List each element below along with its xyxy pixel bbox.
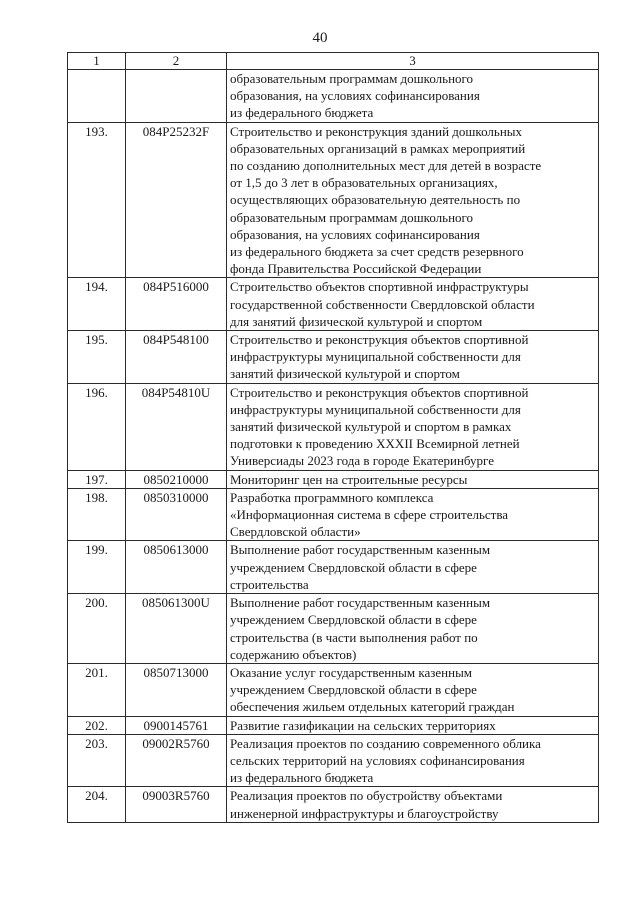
table-row	[68, 787, 599, 822]
table-row	[68, 470, 599, 488]
description-line: осуществляющих образовательную деятельность по	[230, 192, 521, 208]
page-number: 40	[312, 30, 328, 46]
description-line: по созданию дополнительных мест для детей в возрасте	[230, 158, 542, 174]
row-number-cell: 198.	[68, 488, 126, 541]
column-header: 2	[126, 53, 227, 70]
target-code-cell: 0900145761	[126, 716, 227, 734]
description-cell	[227, 541, 599, 594]
description-line: обеспечения жильем отдельных категорий граждан	[230, 699, 515, 715]
target-code-cell: 084P548100	[126, 331, 227, 384]
row-number-cell: 196.	[68, 383, 126, 470]
budget-classification-table	[67, 52, 599, 823]
description-line: Развитие газификации на сельских территориях	[230, 717, 496, 733]
description-cell	[227, 383, 599, 470]
description-line: учреждением Свердловской области в сфере	[230, 559, 477, 575]
description-line: от 1,5 до 3 лет в образовательных организациях,	[230, 175, 498, 191]
description-line: содержанию объектов)	[230, 646, 357, 662]
description-line: Строительство объектов спортивной инфраструктуры	[230, 279, 529, 295]
description-line: занятий физической культурой и спортом	[230, 366, 460, 382]
row-number-cell	[68, 70, 126, 123]
description-line: Свердловской области»	[230, 524, 361, 540]
description-line: из федерального бюджета	[230, 770, 374, 786]
description-cell	[227, 734, 599, 787]
description-line: занятий физической культурой и спортом в рамках	[230, 419, 512, 435]
description-line: Оказание услуг государственным казенным	[230, 664, 473, 680]
description-line: государственной собственности Свердловской области	[230, 296, 535, 312]
row-number-cell: 200.	[68, 594, 126, 664]
description-line: Выполнение работ государственным казенным	[230, 595, 491, 611]
target-code-cell: 09003R5760	[126, 787, 227, 822]
target-code-cell: 084P516000	[126, 278, 227, 331]
description-cell	[227, 787, 599, 822]
target-code-cell: 085061300U	[126, 594, 227, 664]
description-cell	[227, 331, 599, 384]
target-code-cell	[126, 70, 227, 123]
description-cell	[227, 122, 599, 278]
row-number-cell: 193.	[68, 122, 126, 278]
table-row	[68, 594, 599, 664]
description-line: строительства	[230, 576, 309, 592]
description-line: Строительство и реконструкция объектов спортивной	[230, 384, 529, 400]
description-line: для занятий физической культурой и спортом	[230, 313, 483, 329]
description-cell	[227, 594, 599, 664]
description-line: подготовки к проведению XXXII Всемирной летней	[230, 436, 520, 452]
description-cell	[227, 716, 599, 734]
description-line: образовательных организаций в рамках мероприятий	[230, 140, 526, 156]
description-line: сельских территорий на условиях софинансирования	[230, 752, 525, 768]
description-cell	[227, 278, 599, 331]
column-header: 3	[227, 53, 599, 70]
table-row	[68, 70, 599, 123]
description-line: образовательным программам дошкольного	[230, 71, 474, 86]
target-code-cell: 084P54810U	[126, 383, 227, 470]
table-row	[68, 488, 599, 541]
row-number-cell: 195.	[68, 331, 126, 384]
description-line: инфраструктуры муниципальной собственности для	[230, 401, 521, 417]
description-line: Мониторинг цен на строительные ресурсы	[230, 471, 468, 487]
table-row	[68, 278, 599, 331]
description-line: Выполнение работ государственным казенным	[230, 542, 491, 558]
target-code-cell: 0850210000	[126, 470, 227, 488]
description-line: фонда Правительства Российской Федерации	[230, 261, 482, 277]
table-row	[68, 716, 599, 734]
row-number-cell: 204.	[68, 787, 126, 822]
description-line: инфраструктуры муниципальной собственности для	[230, 349, 521, 365]
description-cell	[227, 470, 599, 488]
description-line: строительства (в части выполнения работ по	[230, 629, 478, 645]
description-cell	[227, 663, 599, 716]
description-line: Универсиады 2023 года в городе Екатеринбурге	[230, 453, 494, 469]
description-line: образования, на условиях софинансирования	[230, 88, 480, 104]
target-code-cell: 0850613000	[126, 541, 227, 594]
table-row	[68, 663, 599, 716]
description-line: инженерной инфраструктуры и благоустройству	[230, 805, 499, 821]
description-cell	[227, 70, 599, 123]
description-cell	[227, 488, 599, 541]
row-number-cell: 203.	[68, 734, 126, 787]
description-line: образовательным программам дошкольного	[230, 209, 474, 225]
description-line: учреждением Свердловской области в сфере	[230, 682, 477, 698]
table-row	[68, 541, 599, 594]
description-line: из федерального бюджета за счет средств резервного	[230, 244, 524, 260]
description-line: Строительство и реконструкция объектов спортивной	[230, 332, 529, 348]
table-row	[68, 383, 599, 470]
description-line: Разработка программного комплекса	[230, 489, 434, 505]
description-line: Строительство и реконструкция зданий дошкольных	[230, 123, 523, 139]
target-code-cell: 084P25232F	[126, 122, 227, 278]
description-line: из федерального бюджета	[230, 105, 374, 121]
description-line: образования, на условиях софинансирования	[230, 226, 480, 242]
row-number-cell: 201.	[68, 663, 126, 716]
column-header: 1	[68, 53, 126, 70]
row-number-cell: 199.	[68, 541, 126, 594]
description-line: Реализация проектов по созданию современного облика	[230, 735, 541, 751]
row-number-cell: 197.	[68, 470, 126, 488]
description-line: «Информационная система в сфере строительства	[230, 507, 509, 523]
table-header-row	[68, 53, 599, 70]
description-line: Реализация проектов по обустройству объектами	[230, 788, 503, 804]
target-code-cell: 09002R5760	[126, 734, 227, 787]
table-row	[68, 331, 599, 384]
description-line: учреждением Свердловской области в сфере	[230, 612, 477, 628]
target-code-cell: 0850310000	[126, 488, 227, 541]
row-number-cell: 202.	[68, 716, 126, 734]
table-row	[68, 734, 599, 787]
table-row	[68, 122, 599, 278]
target-code-cell: 0850713000	[126, 663, 227, 716]
row-number-cell: 194.	[68, 278, 126, 331]
